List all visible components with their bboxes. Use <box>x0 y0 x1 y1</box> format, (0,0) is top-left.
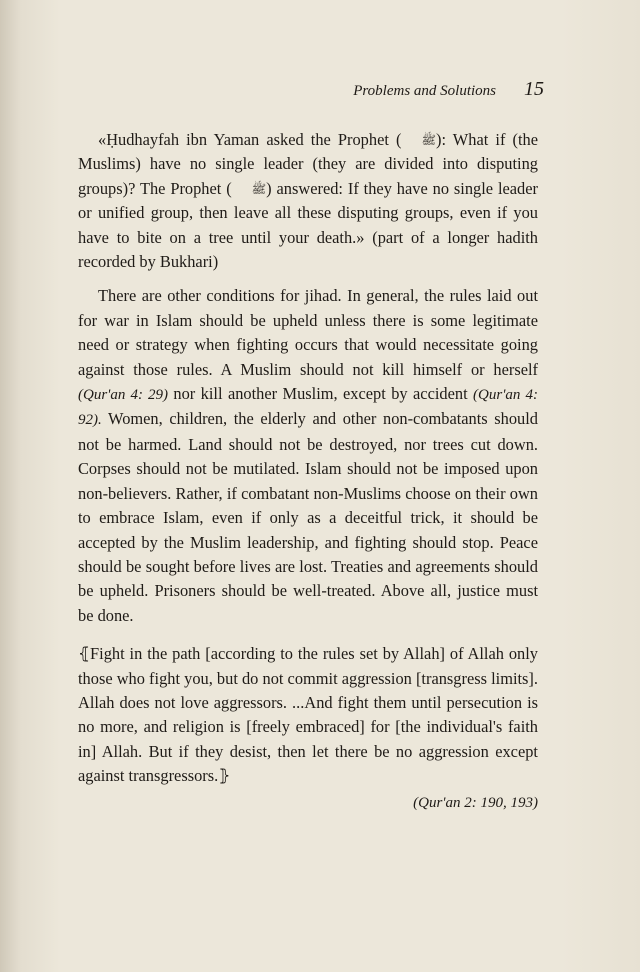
quote-close-bracket: ⦄ <box>218 766 231 786</box>
hadith-text-3: ) answered: If they have no single leader or unified group, then leave all these disputing groups, even if you have to bite on a tree until your death.» (part of a longer hadith recorded by Bukhari) <box>78 178 538 272</box>
quote-open-bracket: ⦃ <box>78 644 91 664</box>
page-number: 15 <box>524 78 544 100</box>
quote-citation: (Qur'an 2: 190, 193) <box>413 794 538 811</box>
conditions-text-3: Women, children, the elderly and other non-combatants should not be harmed. Land should not be destroyed, nor trees cut down. Corpses should not be mutilated. Islam should not be imposed upon non-believers. Rather, if combatant non-Muslims choose on their own to embrace Islam, even if only as a deceitful trick, it should be accepted by the Muslim leadership, and fighting should stop. Peace should be sought before lives are lost. Treaties and agreements should be upheld. Prisoners should be well-treated. Above all, justice must be done. <box>78 409 538 625</box>
quran-reference: (Qur'an 4: 92). <box>78 387 538 429</box>
conditions-paragraph <box>78 284 538 628</box>
pbuh-symbol: ﷺ <box>421 133 436 147</box>
hadith-text-2: ): What if (the Muslims) have no single leader (they are divided into disputing groups)? The Prophet ( <box>78 130 539 198</box>
running-title: Problems and Solutions <box>353 83 496 99</box>
quote-text: Fight in the path [according to the rules set by Allah] of Allah only those who fight you, but do not commit aggression [transgress limits]. Allah does not love aggressors. ...And fight them until persecution is no more, and religion is [freely embraced] for [the individual's faith in] Allah. But if they desist, then let there be no aggression except against transgressors. <box>78 644 538 786</box>
quran-reference: (Qur'an 4: 29) <box>78 387 168 404</box>
hadith-paragraph <box>78 128 538 274</box>
conditions-text-2: nor kill another Muslim, except by accident <box>168 384 474 404</box>
quran-quote <box>78 642 538 788</box>
pbuh-symbol: ﷺ <box>251 181 267 196</box>
page-header <box>353 78 544 101</box>
conditions-text-1: There are other conditions for jihad. In general, the rules laid out for war in Islam should be upheld unless there is some legitimate need or strategy when fighting occurs that would necessitate going against those rules. A Muslim should not kill himself or herself <box>78 286 538 379</box>
page-body <box>78 128 538 815</box>
hadith-text-1: «Ḥudhayfah ibn Yaman asked the Prophet ( <box>98 130 402 149</box>
